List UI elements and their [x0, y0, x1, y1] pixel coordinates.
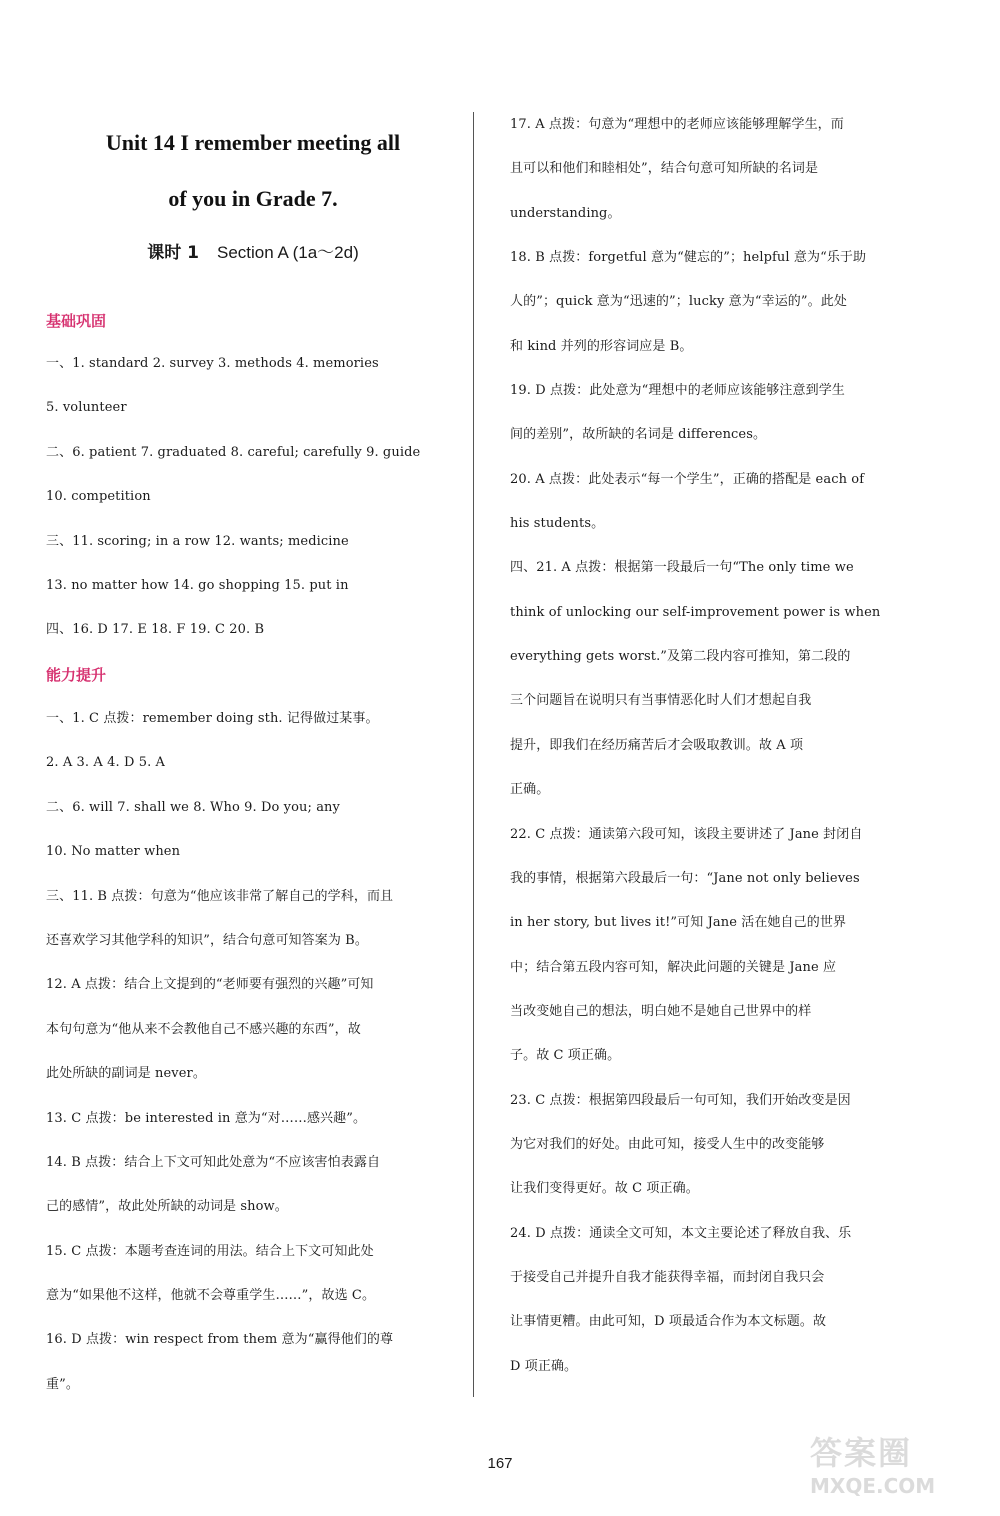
answer-line: 让事情更糟。由此可知，D 项最适合作为本文标题。故 — [510, 1314, 827, 1330]
answer-line: 于接受自己并提升自我才能获得幸福，而封闭自我只会 — [510, 1269, 825, 1285]
answer-line: 17. A 点拨：句意为“理想中的老师应该能够理解学生，而 — [510, 117, 844, 132]
answer-line: 当改变她自己的想法，明白她不是她自己世界中的样 — [510, 1003, 812, 1019]
answer-line: 22. C 点拨：通读第六段可知，该段主要讲述了 Jane 封闭自 — [510, 826, 863, 842]
answer-line: 四、16. D 17. E 18. F 19. C 20. B — [46, 622, 265, 638]
answer-line: 还喜欢学习其他学科的知识”，结合句意可知答案为 B。 — [46, 932, 368, 948]
lesson-section: Section A (1a～2d) — [216, 243, 359, 262]
answer-line: 人的”；quick 意为“迅速的”；lucky 意为“幸运的”。此处 — [510, 294, 847, 310]
unit-title — [46, 115, 460, 227]
ability-answers — [46, 707, 460, 1417]
section-heading-ability: 能力提升 — [46, 666, 107, 684]
answer-line: 三、11. B 点拨：句意为“他应该非常了解自己的学科，而且 — [46, 888, 394, 904]
answer-line: 四、21. A 点拨：根据第一段最后一句“The only time we — [510, 560, 854, 576]
answer-line: 重”。 — [46, 1376, 79, 1392]
answer-line: 24. D 点拨：通读全文可知，本文主要论述了释放自我、乐 — [510, 1225, 852, 1241]
answer-line: 中；结合第五段内容可知，解决此问题的关键是 Jane 应 — [510, 959, 837, 975]
answer-line: 间的差别”，故所缺的名词是 differences。 — [510, 427, 767, 443]
right-answers — [510, 113, 900, 1399]
answer-line: 二、6. patient 7. graduated 8. careful; carefully 9. guide — [46, 444, 421, 460]
answer-line: 己的感情”，故此处所缺的动词是 show。 — [46, 1199, 288, 1215]
answer-line: 三、11. scoring; in a row 12. wants; medicine — [46, 533, 349, 549]
page-number: 167 — [487, 1455, 513, 1472]
answer-line: 13. C 点拨：be interested in 意为“对……感兴趣”。 — [46, 1110, 367, 1126]
watermark-logo — [810, 1428, 990, 1508]
answer-line: 我的事情，根据第六段最后一句：“Jane not only believes — [510, 870, 860, 886]
answer-line: 10. competition — [46, 489, 151, 505]
answer-line: 提升，即我们在经历痛苦后才会吸取教训。故 A 项 — [510, 737, 804, 753]
answer-line: 此处所缺的副词是 never。 — [46, 1066, 206, 1082]
answer-line: 16. D 点拨：win respect from them 意为“赢得他们的尊 — [46, 1332, 394, 1348]
answer-line: D 项正确。 — [510, 1358, 578, 1374]
section-heading-basic: 基础巩固 — [46, 312, 107, 330]
answer-line: everything gets worst.”及第二段内容可推知，第二段的 — [510, 649, 851, 665]
answer-line: 为它对我们的好处。由此可知，接受人生中的改变能够 — [510, 1136, 825, 1152]
unit-title-line-1: Unit 14 I remember meeting all — [105, 130, 401, 155]
answer-line: 2. A 3. A 4. D 5. A — [46, 755, 166, 771]
answer-line: 12. A 点拨：结合上文提到的“老师要有强烈的兴趣”可知 — [46, 977, 374, 993]
watermark-line-2: MXQE.COM — [810, 1474, 936, 1498]
answer-line: 二、6. will 7. shall we 8. Who 9. Do you; any — [46, 799, 340, 815]
answer-line: 且可以和他们和睦相处”，结合句意可知所缺的名词是 — [510, 161, 819, 177]
answer-line: 和 kind 并列的形容词应是 B。 — [510, 338, 693, 354]
lesson-heading — [46, 238, 460, 263]
answer-line: 20. A 点拨：此处表示“每一个学生”，正确的搭配是 each of — [510, 471, 865, 487]
answer-line: 让我们变得更好。故 C 项正确。 — [510, 1181, 699, 1197]
answer-line: 本句句意为“他从来不会教他自己不感兴趣的东西”，故 — [46, 1021, 361, 1037]
answer-line: his students。 — [510, 516, 605, 532]
answer-line: 意为“如果他不这样，他就不会尊重学生……”，故选 C。 — [46, 1288, 376, 1304]
answer-line: 19. D 点拨：此处意为“理想中的老师应该能够注意到学生 — [510, 383, 845, 399]
answer-line: 5. volunteer — [46, 400, 127, 416]
basic-answers — [46, 352, 460, 663]
answer-line: 正确。 — [510, 782, 550, 798]
answer-line: 三个问题旨在说明只有当事情恶化时人们才想起自我 — [510, 693, 812, 709]
answer-line: 一、1. C 点拨：remember doing sth. 记得做过某事。 — [46, 711, 379, 726]
answer-line: 23. C 点拨：根据第四段最后一句可知，我们开始改变是因 — [510, 1092, 851, 1108]
answer-line: in her story, but lives it!”可知 Jane 活在她自己的世界 — [510, 915, 847, 931]
column-divider — [473, 112, 474, 1397]
answer-line: 15. C 点拨：本题考查连词的用法。结合上下文可知此处 — [46, 1243, 374, 1259]
answer-line: 13. no matter how 14. go shopping 15. put in — [46, 577, 349, 593]
unit-title-line-2: of you in Grade 7. — [168, 186, 338, 211]
answer-line: 18. B 点拨：forgetful 意为“健忘的”；helpful 意为“乐于助 — [510, 250, 867, 266]
watermark-line-1: 答案圈 — [810, 1434, 913, 1472]
answer-line: 10. No matter when — [46, 844, 181, 860]
answer-line: understanding。 — [510, 205, 621, 221]
answer-line: think of unlocking our self-improvement power is when — [510, 604, 881, 620]
answer-line: 子。故 C 项正确。 — [510, 1048, 621, 1064]
answer-line: 14. B 点拨：结合上下文可知此处意为“不应该害怕表露自 — [46, 1154, 381, 1170]
lesson-label: 课时 1 — [147, 243, 199, 263]
answer-line: 一、1. standard 2. survey 3. methods 4. memories — [46, 356, 379, 371]
